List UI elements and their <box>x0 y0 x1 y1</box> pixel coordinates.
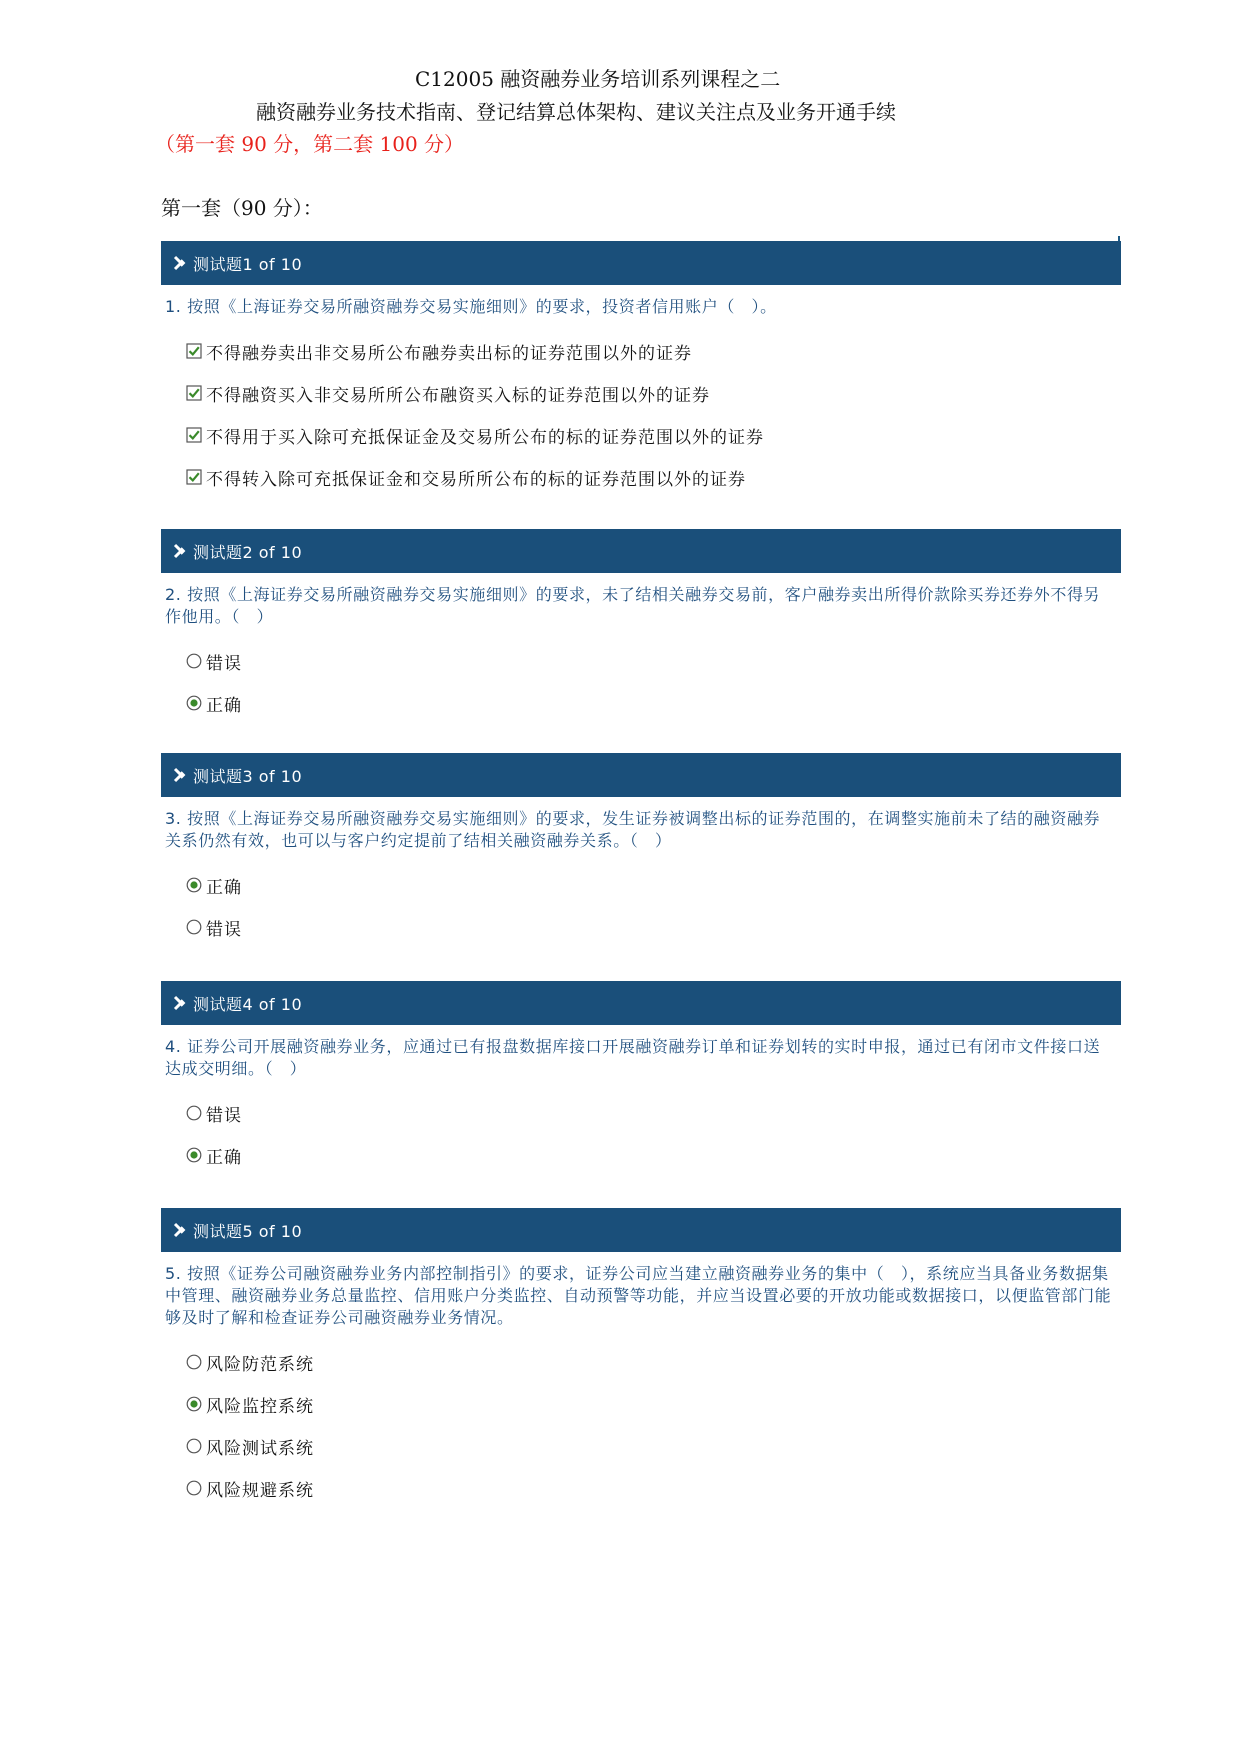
radio-icon[interactable] <box>186 695 202 711</box>
option-label: 错误 <box>206 1105 242 1126</box>
chevron-right-icon <box>173 255 187 271</box>
question-header-label: 测试题1 of 10 <box>193 254 303 274</box>
option-label: 不得用于买入除可充抵保证金及交易所公布的标的证券范围以外的证券 <box>206 427 764 448</box>
option-label: 风险规避系统 <box>206 1480 314 1501</box>
option-list <box>186 864 1121 948</box>
radio-option[interactable] <box>186 1425 1121 1467</box>
radio-icon[interactable] <box>186 1480 202 1496</box>
checkbox-icon[interactable] <box>186 427 202 443</box>
radio-option[interactable] <box>186 682 1121 724</box>
question-text: 1. 按照《上海证券交易所融资融券交易实施细则》的要求，投资者信用账户（ ）。 <box>165 297 777 316</box>
checkbox-option[interactable] <box>186 330 1121 372</box>
radio-icon[interactable] <box>186 877 202 893</box>
document-subtitle: 融资融券业务技术指南、登记结算总体架构、建议关注点及业务开通手续 <box>256 100 896 124</box>
option-label: 风险监控系统 <box>206 1396 314 1417</box>
question-block <box>161 1208 1121 1509</box>
question-text: 5. 按照《证券公司融资融券业务内部控制指引》的要求，证券公司应当建立融资融券业务的集中（ ），系统应当具备业务数据集中管理、融资融券业务总量监控、信用账户分类监控、自动预警等功能，并应当设置必要的开放功能或数据接口，以便监管部门能够及时了解和检查证券公司融资融券业务情况。 <box>165 1264 1112 1327</box>
radio-icon[interactable] <box>186 919 202 935</box>
question-header-label: 测试题5 of 10 <box>193 1221 303 1241</box>
question-text: 4. 证券公司开展融资融券业务，应通过已有报盘数据库接口开展融资融券订单和证券划转的实时申报，通过已有闭市文件接口送达成交明细。（ ） <box>165 1037 1101 1078</box>
option-label: 错误 <box>206 653 242 674</box>
radio-icon[interactable] <box>186 1396 202 1412</box>
option-list <box>186 1092 1121 1176</box>
option-label: 风险测试系统 <box>206 1438 314 1459</box>
option-label: 不得融资买入非交易所所公布融资买入标的证券范围以外的证券 <box>206 385 710 406</box>
question-block <box>161 981 1121 1176</box>
option-label: 不得融券卖出非交易所公布融券卖出标的证券范围以外的证券 <box>206 343 692 364</box>
question-header-label: 测试题2 of 10 <box>193 542 303 562</box>
question-header-label: 测试题3 of 10 <box>193 766 303 786</box>
question-header <box>161 753 1121 797</box>
checkbox-icon[interactable] <box>186 469 202 485</box>
radio-option[interactable] <box>186 1092 1121 1134</box>
radio-option[interactable] <box>186 1134 1121 1176</box>
question-header-label: 测试题4 of 10 <box>193 994 303 1014</box>
question-block <box>161 529 1121 724</box>
option-label: 错误 <box>206 919 242 940</box>
section-label: 第一套（90 分）： <box>161 196 323 220</box>
checkbox-icon[interactable] <box>186 343 202 359</box>
question-text: 2. 按照《上海证券交易所融资融券交易实施细则》的要求，未了结相关融券交易前，客户融券卖出所得价款除买券还券外不得另作他用。（ ） <box>165 585 1101 626</box>
question-block <box>161 241 1121 498</box>
checkbox-option[interactable] <box>186 414 1121 456</box>
radio-option[interactable] <box>186 1341 1121 1383</box>
question-header <box>161 981 1121 1025</box>
chevron-right-icon <box>173 1222 187 1238</box>
question-text: 3. 按照《上海证券交易所融资融券交易实施细则》的要求，发生证券被调整出标的证券范围的，在调整实施前未了结的融资融券关系仍然有效，也可以与客户约定提前了结相关融资融券关系。（ ） <box>165 809 1101 850</box>
radio-icon[interactable] <box>186 1147 202 1163</box>
chevron-right-icon <box>173 543 187 559</box>
checkbox-option[interactable] <box>186 372 1121 414</box>
chevron-right-icon <box>173 767 187 783</box>
question-header <box>161 241 1121 285</box>
chevron-right-icon <box>173 995 187 1011</box>
radio-option[interactable] <box>186 906 1121 948</box>
radio-option[interactable] <box>186 1383 1121 1425</box>
radio-icon[interactable] <box>186 1105 202 1121</box>
option-label: 正确 <box>206 877 242 898</box>
radio-icon[interactable] <box>186 1438 202 1454</box>
checkbox-option[interactable] <box>186 456 1121 498</box>
option-label: 不得转入除可充抵保证金和交易所所公布的标的证券范围以外的证券 <box>206 469 746 490</box>
score-note: （第一套 90 分，第二套 100 分） <box>155 132 465 156</box>
radio-option[interactable] <box>186 640 1121 682</box>
document-title: C12005 融资融券业务培训系列课程之二 <box>415 67 781 91</box>
radio-icon[interactable] <box>186 653 202 669</box>
question-block <box>161 753 1121 948</box>
option-list <box>186 330 1121 498</box>
option-list <box>186 1341 1121 1509</box>
radio-option[interactable] <box>186 864 1121 906</box>
option-label: 正确 <box>206 695 242 716</box>
option-label: 风险防范系统 <box>206 1354 314 1375</box>
option-label: 正确 <box>206 1147 242 1168</box>
radio-option[interactable] <box>186 1467 1121 1509</box>
question-header <box>161 1208 1121 1252</box>
option-list <box>186 640 1121 724</box>
checkbox-icon[interactable] <box>186 385 202 401</box>
question-header <box>161 529 1121 573</box>
radio-icon[interactable] <box>186 1354 202 1370</box>
